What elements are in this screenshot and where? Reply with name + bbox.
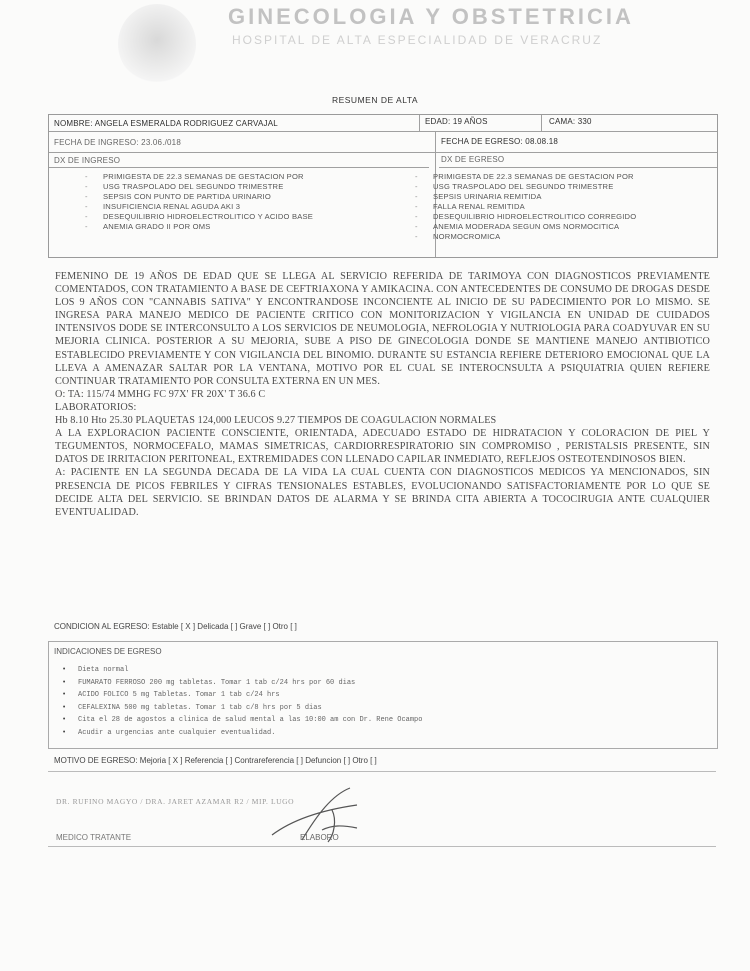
- hospital-name: HOSPITAL DE ALTA ESPECIALIDAD DE VERACRUZ: [232, 33, 603, 47]
- dx-item: - USG TRASPOLADO DEL SEGUNDO TRIMESTRE: [103, 182, 313, 192]
- discharge-condition: CONDICION AL EGRESO: Estable [ X ] Delicada [ ] Grave [ ] Otro [ ]: [54, 622, 297, 631]
- dx-item: - SEPSIS URINARIA REMITIDA: [433, 192, 636, 202]
- discharge-instructions-list: [78, 664, 422, 739]
- history-paragraph: FEMENINO DE 19 AÑOS DE EDAD QUE SE LLEGA AL SERVICIO REFERIDA DE TARIMOYA CON DIAGNOSTICOS PREVIAMENTE COMENTADOS, CON TRATAMIENTO A BASE DE CEFTRIAXONA Y AMIKACINA. CON ANTECEDENTES DE CONSUMO DE DROGAS DESDE LOS 9 AÑOS CON "CANNABIS SATIVA" Y ENCONTRANDOSE INCONCIENTE AL INICIO DE SU PADECIMIENTO POR LO MISMO. SE INGRESA PARA MANEJO MEDICO DE PACIENTE CRITICO CON MONITORIZACION Y VIGILANCIA EN UNIDAD DE CUIDADOS INTENSIVOS DODE SE INTERCONSULTO A LOS SERVICIOS DE NEUMOLOGIA, NEFROLOGIA Y NUTRIOLOGIA PARA COADYUVAR EN SU MEJORIA CLINICA. POSTERIOR A SU MEJORIA, SUBE A PISO DE GINECOLOGIA DONDE SE MANTIENE MANEJO ANTIBIOTICO ESTABLECIDO PREVIAMENTE Y CON VIGILANCIA DEL BINOMIO. DURANTE SU ESTANCIA REFIERE DETERIORO EMOCIONAL QUE LA LLEVA A AMENAZAR SALTAR POR LA VENTANA, MOTIVO POR EL CUAL SE INTEROCNSULTA A PSIQUIATRIA QUIEN REFIERE CONTINUAR TRATAMIENTO POR CONSULTA EXTERNA EN UN MES.: [55, 271, 710, 387]
- vital-signs: O: TA: 115/74 MMHG FC 97X' FR 20X' T 36.6 C: [55, 388, 266, 400]
- department-title: GINECOLOGIA Y OBSTETRICIA: [228, 4, 634, 29]
- instruction-item: • FUMARATO FERROSO 200 mg tabletas. Tomar 1 tab c/24 hrs por 60 dias: [78, 677, 422, 690]
- instruction-item: • Dieta normal: [78, 664, 422, 677]
- patient-name: NOMBRE: ANGELA ESMERALDA RODRIGUEZ CARVAJAL: [54, 119, 278, 128]
- bed-number: CAMA: 330: [549, 117, 592, 126]
- physicians-line: DR. RUFINO MAGYO / DRA. JARET AZAMAR R2 / MIP. LUGO: [56, 797, 295, 806]
- physical-exam: A LA EXPLORACION PACIENTE CONSCIENTE, ORIENTADA, ADECUADO ESTADO DE HIDRATACION Y COLORACION DE PIEL Y TEGUMENTOS, NORMOCEFALO, MAMAS SIMETRICAS, CARDIORRESPIRATORIO SIN COMPROMISO , PERISTALSIS PRESENTE, SIN DATOS DE IRRITACION PERITONEAL, EXTREMIDADES CON LLENADO CAPILAR INMEDIATO, REFLEJOS OSTEOTENDINOSOS BIEN.: [55, 428, 710, 466]
- prepared-by-label: ELABORO: [300, 833, 339, 842]
- discharge-dx-label: DX DE EGRESO: [441, 155, 505, 164]
- discharge-diagnoses: [433, 172, 636, 242]
- dx-item: - FALLA RENAL REMITIDA: [433, 202, 636, 212]
- treating-physician-label: MEDICO TRATANTE: [56, 833, 132, 842]
- dx-item: - PRIMIGESTA DE 22.3 SEMANAS DE GESTACION POR: [433, 172, 636, 182]
- instruction-item: • Acudir a urgencias ante cualquier eventualidad.: [78, 727, 422, 740]
- dx-item: - DESEQUILIBRIO HIDROELECTROLITICO Y ACIDO BASE: [103, 212, 313, 222]
- patient-age: EDAD: 19 AÑOS: [425, 117, 488, 126]
- instruction-item: • CEFALEXINA 500 mg tabletas. Tomar 1 tab c/8 hrs por 5 dias: [78, 702, 422, 715]
- labs-heading: LABORATORIOS:: [55, 401, 137, 413]
- discharge-instructions-title: INDICACIONES DE EGRESO: [54, 647, 162, 656]
- dx-item: - PRIMIGESTA DE 22.3 SEMANAS DE GESTACION POR: [103, 172, 313, 182]
- divider: [48, 771, 716, 772]
- dx-item: - USG TRASPOLADO DEL SEGUNDO TRIMESTRE: [433, 182, 636, 192]
- dx-item: - INSUFICIENCIA RENAL AGUDA AKI 3: [103, 202, 313, 212]
- dx-item: - ANEMIA MODERADA SEGUN OMS NORMOCITICA: [433, 222, 636, 232]
- instruction-item: • ACIDO FOLICO 5 mg Tabletas. Tomar 1 tab c/24 hrs: [78, 689, 422, 702]
- assessment: A: PACIENTE EN LA SEGUNDA DECADA DE LA VIDA LA CUAL CUENTA CON DIAGNOSTICOS MEDICOS YA MENCIONADOS, SIN PRESENCIA DE PICOS FEBRILES Y CIFRAS TENSIONALES ESTABLES, EVOLUCIONANDO SATISFACTORIAMENTE POR LO QUE SE DECIDE ALTA DEL SERVICIO. SE BRINDAN DATOS DE ALARMA Y SE BRINDA CITA ABIERTA A TOCOCIRUGIA ANTE CUALQUIER EVENTUALIDAD.: [55, 467, 710, 518]
- discharge-date: FECHA DE EGRESO: 08.08.18: [441, 137, 559, 146]
- clinical-summary: [55, 270, 710, 519]
- instruction-item: • Cita el 28 de agostos a clinica de salud mental a las 10:00 am con Dr. Rene Ocampo: [78, 714, 422, 727]
- labs-results: Hb 8.10 Hto 25.30 PLAQUETAS 124,000 LEUCOS 9.27 TIEMPOS DE COAGULACION NORMALES: [55, 415, 497, 427]
- discharge-reason: MOTIVO DE EGRESO: Mejoria [ X ] Referencia [ ] Contrareferencia [ ] Defuncion [ ] Otro [ ]: [54, 756, 377, 765]
- dx-item: - DESEQUILIBRIO HIDROELECTROLITICO CORREGIDO: [433, 212, 636, 222]
- document-title: RESUMEN DE ALTA: [331, 95, 419, 105]
- hospital-seal-logo: [118, 4, 196, 84]
- patient-info-table: [48, 114, 718, 258]
- dx-item: - ANEMIA GRADO II POR OMS: [103, 222, 313, 232]
- admission-date: FECHA DE INGRESO: 23.06./018: [54, 138, 181, 147]
- admission-diagnoses: [103, 172, 313, 232]
- dx-item: - NORMOCROMICA: [433, 232, 636, 242]
- dx-item: - SEPSIS CON PUNTO DE PARTIDA URINARIO: [103, 192, 313, 202]
- admission-dx-label: DX DE INGRESO: [54, 156, 121, 165]
- signature-line: [48, 846, 716, 847]
